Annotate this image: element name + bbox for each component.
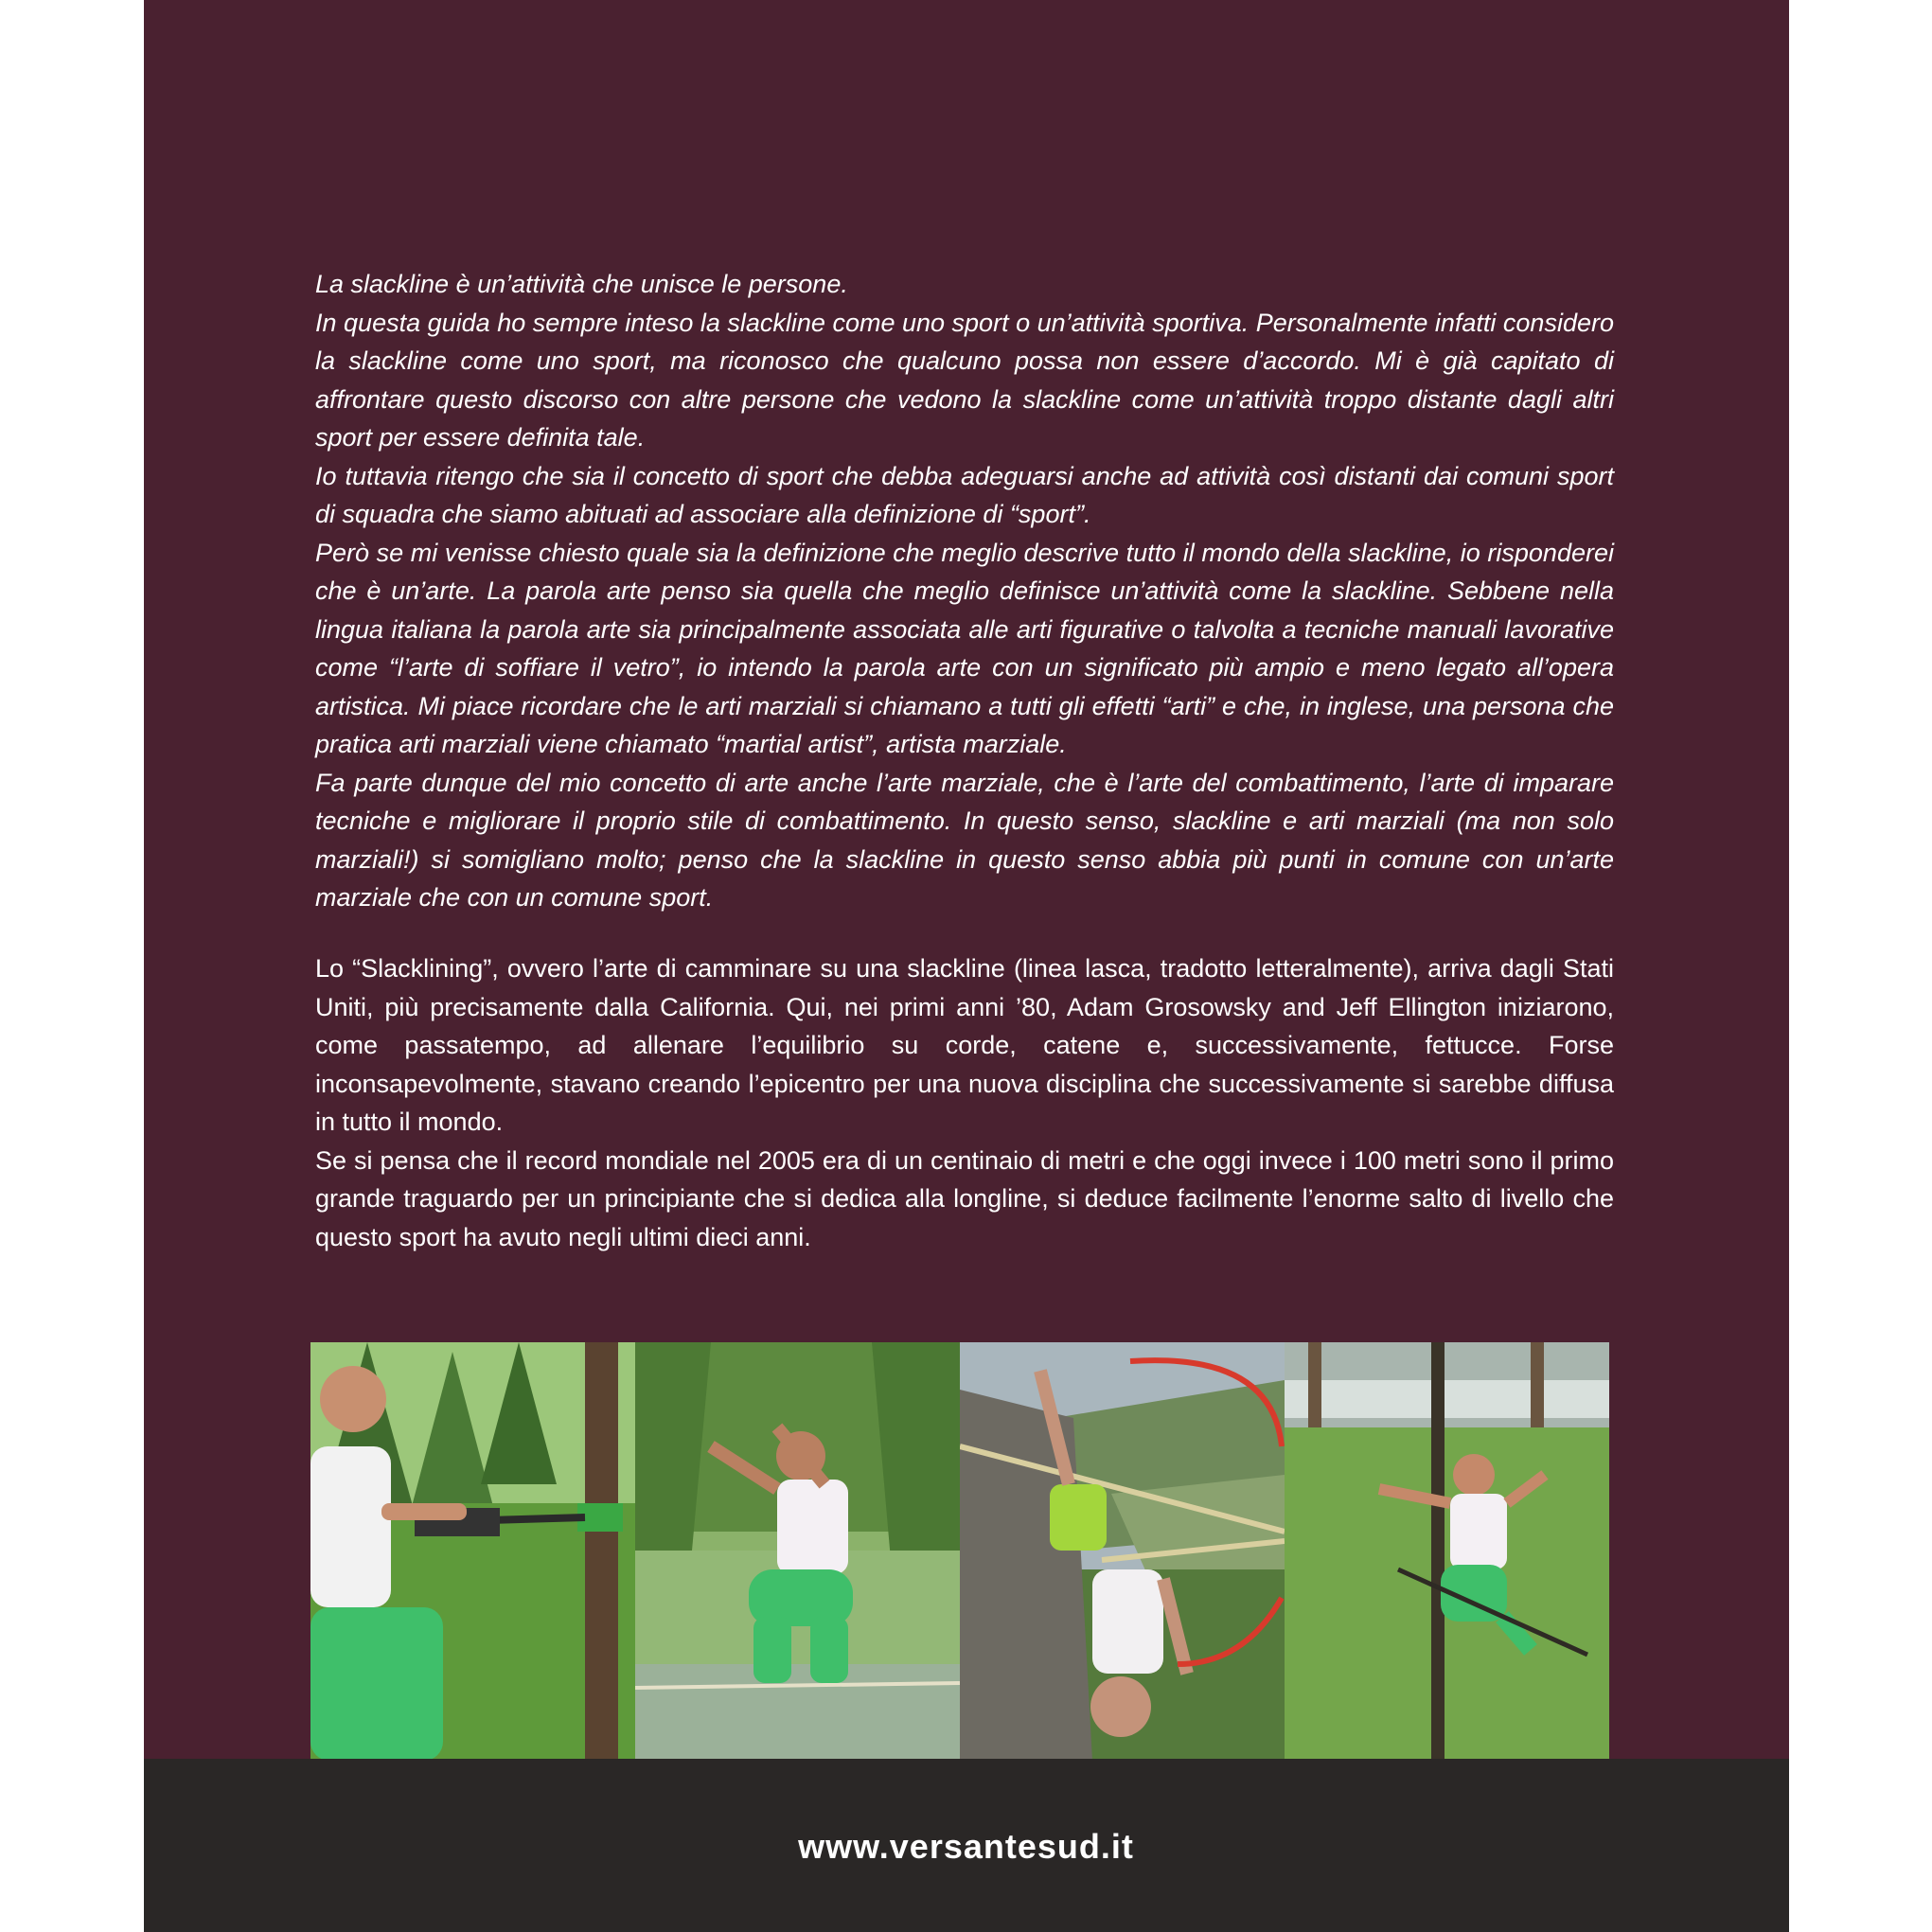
intro-paragraph: Io tuttavia ritengo che sia il concetto di sport che debba adeguarsi anche ad attività così distanti dai comuni sport di squadra che siamo abituati ad associare alla definizione di “sport”. xyxy=(315,461,1614,528)
history-paragraph: Se si pensa che il record mondiale nel 2005 era di un centinaio di metri e che oggi invece i 100 metri sono il primo grande traguardo per un principiante che si dedica alla longline, si deduce facilmente l’enorme salto di livello che questo sport ha avuto negli ultimi dieci anni. xyxy=(315,1145,1614,1251)
photo-bounce xyxy=(1285,1342,1609,1761)
photo-strip xyxy=(310,1342,1609,1761)
intro-paragraph: La slackline è un’attività che unisce le persone. xyxy=(315,270,848,298)
history-paragraph: Lo “Slacklining”, ovvero l’arte di camminare su una slackline (linea lasca, tradotto letteralmente), arriva dagli Stati Uniti, più precisamente dalla California. Qui, nei primi anni ’80, Adam Grosowsky and Jeff Ellington iniziarono, come passatempo, ad allenare l’equilibrio su corde, catene e, successivamente, fettucce. Forse inconsapevolmente, stavano creando l’epicentro per una nuova disciplina che successivamente si sarebbe diffusa in tutto il mondo. xyxy=(315,954,1614,1136)
intro-paragraph: In questa guida ho sempre inteso la slackline come uno sport o un’attività sportiva. Personalmente infatti considero la slackline come uno sport, ma riconosco che qualcuno possa non essere d’accordo. Mi è già capitato di affrontare questo discorso con altre persone che vedono la slackline come un’attività troppo distante dagli altri sport per essere definita tale. xyxy=(315,308,1614,452)
photo-tensioning xyxy=(310,1342,635,1761)
intro-text xyxy=(315,265,1614,917)
history-text xyxy=(315,949,1614,1256)
photo-crouch xyxy=(635,1342,960,1761)
photo-inverted xyxy=(960,1342,1285,1761)
intro-paragraph: Fa parte dunque del mio concetto di arte anche l’arte marziale, che è l’arte del combattimento, l’arte di imparare tecniche e migliorare il proprio stile di combattimento. In questo senso, slackline e arti marziali (ma non solo marziali!) si somigliano molto; penso che la slackline in questo senso abbia più punti in comune con un’arte marziale che con un comune sport. xyxy=(315,768,1614,912)
publisher-url[interactable]: www.versantesud.it xyxy=(798,1827,1134,1866)
intro-paragraph: Però se mi venisse chiesto quale sia la definizione che meglio descrive tutto il mondo della slackline, io risponderei che è un’arte. La parola arte penso sia quella che meglio definisce un’attività come la slackline. Sebbene nella lingua italiana la parola arte sia principalmente associata alle arti figurative o talvolta a tecniche manuali lavorative come “l’arte di soffiare il vetro”, io intendo la parola arte con un significato più ampio e meno legato all’opera artistica. Mi piace ricordare che le arti marziali si chiamano a tutti gli effetti “arti” e che, in inglese, una persona che pratica arti marziali viene chiamato “martial artist”, artista marziale. xyxy=(315,538,1614,758)
